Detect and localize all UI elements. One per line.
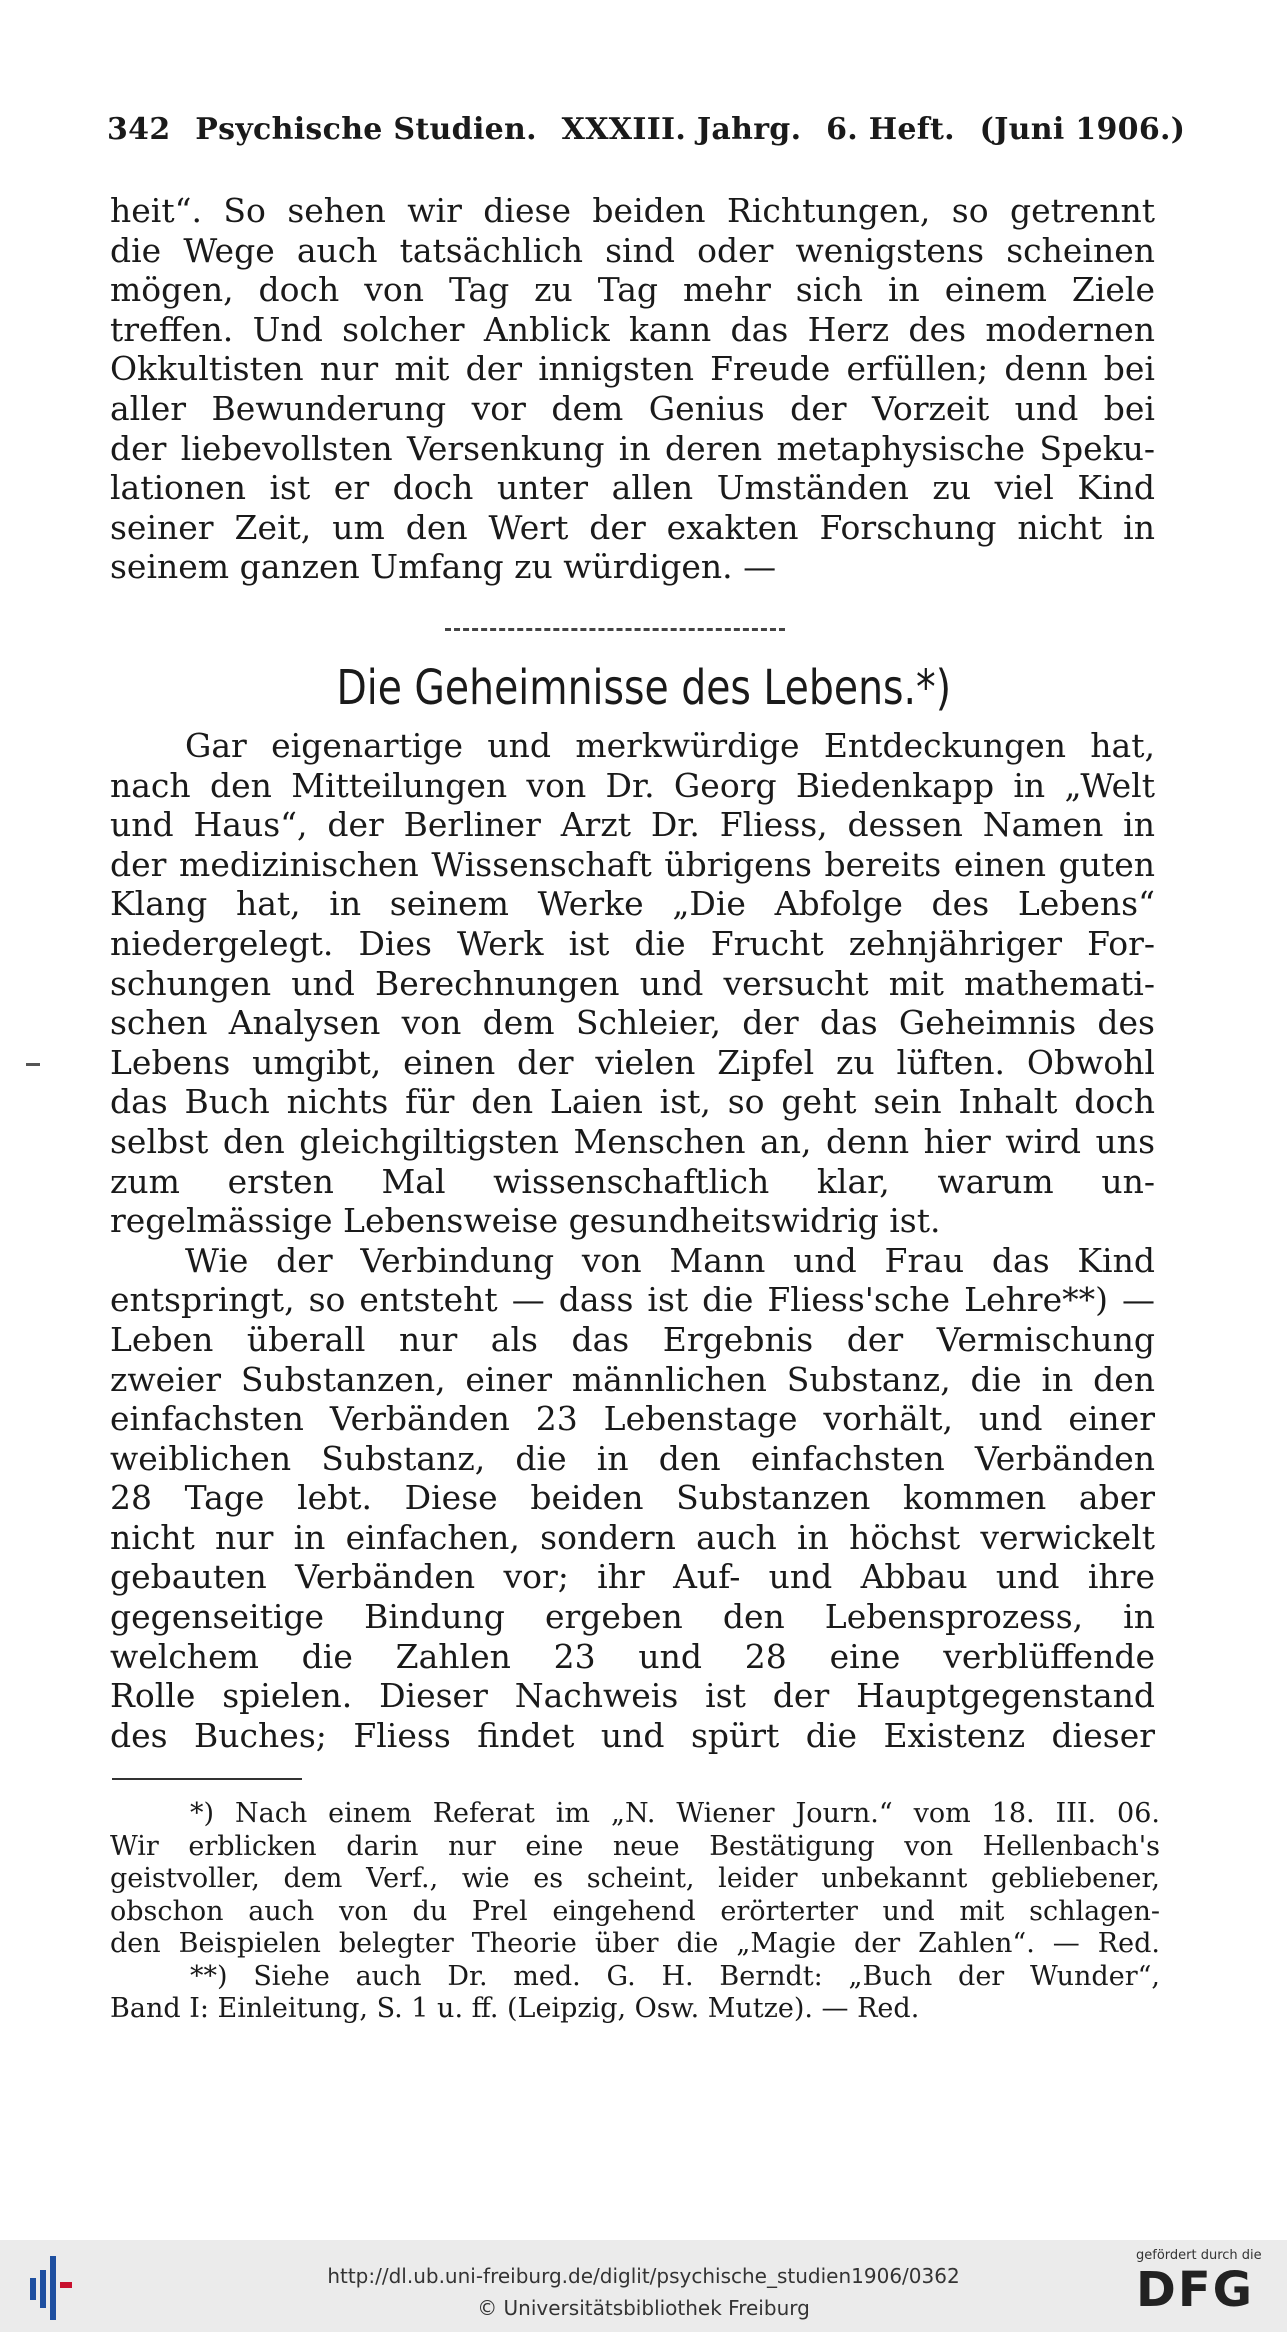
- text-line: aller Bewunderung vor dem Genius der Vorzeit und bei: [110, 388, 1155, 428]
- page-number: 342: [107, 112, 171, 147]
- intro-paragraph: [110, 191, 1155, 587]
- viewer-footer: [0, 2240, 1287, 2332]
- text-line: der liebevollsten Versenkung in deren metaphysische Speku-: [110, 428, 1155, 468]
- text-line: mögen, doch von Tag zu Tag mehr sich in einem Ziele: [110, 270, 1155, 310]
- funding-note: gefördert durch die: [1136, 2248, 1262, 2263]
- journal-title: Psychische Studien.: [195, 112, 537, 147]
- text-line: das Buch nichts für den Laien ist, so geht sein Inhalt doch: [110, 1082, 1155, 1122]
- text-line: gegenseitige Bindung ergeben den Lebensprozess, in: [110, 1597, 1155, 1637]
- text-line: lationen ist er doch unter allen Umständen zu viel Kind: [110, 468, 1155, 508]
- text-line: und Haus“, der Berliner Arzt Dr. Fliess, dessen Namen in: [110, 805, 1155, 845]
- volume: XXXIII. Jahrg.: [561, 112, 802, 147]
- text-line: 28 Tage lebt. Diese beiden Substanzen kommen aber: [110, 1478, 1155, 1518]
- text-line: welchem die Zahlen 23 und 28 eine verblüffende: [110, 1636, 1155, 1676]
- article-title: Die Geheimnisse des Lebens.*): [336, 660, 952, 716]
- running-header: [107, 112, 1186, 147]
- text-line: entspringt, so entsteht — dass ist die Fliess'sche Lehre**) —: [110, 1280, 1155, 1320]
- issue: 6. Heft.: [826, 112, 955, 147]
- text-line: des Buches; Fliess findet und spürt die Existenz dieser: [110, 1715, 1155, 1755]
- footnote-line: geistvoller, dem Verf., wie es scheint, leider unbekannt gebliebener,: [110, 1863, 1160, 1894]
- section-separator: [445, 628, 785, 631]
- footnote-rule: [112, 1778, 302, 1780]
- text-line: regelmässige Lebensweise gesundheitswidrig ist.: [110, 1201, 941, 1241]
- article-body: [110, 726, 1155, 1755]
- text-line: einfachsten Verbänden 23 Lebenstage vorhält, und einer: [110, 1399, 1155, 1439]
- text-line: gebauten Verbänden vor; ihr Auf- und Abbau und ihre: [110, 1557, 1155, 1597]
- issue-date: (Juni 1906.): [979, 112, 1186, 147]
- footnote-line: **) Siehe auch Dr. med. G. H. Berndt: „Buch der Wunder“,: [190, 1960, 1160, 1992]
- text-line: nicht nur in einfachen, sondern auch in höchst verwickelt: [110, 1517, 1155, 1557]
- text-line: Klang hat, in seinem Werke „Die Abfolge des Lebens“: [110, 884, 1155, 924]
- text-line: Rolle spielen. Dieser Nachweis ist der Hauptgegenstand: [110, 1676, 1155, 1716]
- text-line: Leben überall nur als das Ergebnis der Vermischung: [110, 1319, 1155, 1359]
- dfg-logo: DFG: [1136, 2262, 1255, 2318]
- permalink-url[interactable]: http://dl.ub.uni-freiburg.de/diglit/psychische_studien1906/0362: [327, 2264, 960, 2288]
- text-line: treffen. Und solcher Anblick kann das Herz des modernen: [110, 309, 1155, 349]
- text-line: Gar eigenartige und merkwürdige Entdeckungen hat,: [185, 726, 1155, 765]
- text-line: zweier Substanzen, einer männlichen Substanz, die in den: [110, 1359, 1155, 1399]
- margin-mark: [26, 1063, 40, 1066]
- footnote-line: obschon auch von du Prel eingehend erörterter und mit schlagen-: [110, 1895, 1160, 1927]
- text-line: schungen und Berechnungen und versucht mit mathemati-: [110, 963, 1155, 1003]
- text-line: Wie der Verbindung von Mann und Frau das Kind: [185, 1240, 1155, 1280]
- text-line: die Wege auch tatsächlich sind oder wenigstens scheinen: [110, 230, 1155, 270]
- text-line: seiner Zeit, um den Wert der exakten Forschung nicht in: [110, 507, 1155, 547]
- text-line: weiblichen Substanz, die in den einfachsten Verbänden: [110, 1438, 1155, 1478]
- text-line: schen Analysen von dem Schleier, der das Geheimnis des: [110, 1003, 1155, 1043]
- text-line: zum ersten Mal wissenschaftlich klar, warum un-: [110, 1161, 1155, 1201]
- footnote-line: Wir erblicken darin nur eine neue Bestätigung von Hellenbach's: [110, 1830, 1160, 1862]
- footnote-line: den Beispielen belegter Theorie über die „Magie der Zahlen“. — Red.: [110, 1928, 1160, 1959]
- text-line: heit“. So sehen wir diese beiden Richtungen, so getrennt: [110, 191, 1155, 230]
- text-line: Okkultisten nur mit der innigsten Freude erfüllen; denn bei: [110, 349, 1155, 389]
- text-line: Lebens umgibt, einen der vielen Zipfel zu lüften. Obwohl: [110, 1042, 1155, 1082]
- footnote-line: *) Nach einem Referat im „N. Wiener Journ.“ vom 18. III. 06.: [190, 1798, 1160, 1829]
- text-line: selbst den gleichgiltigsten Menschen an, denn hier wird uns: [110, 1121, 1155, 1161]
- text-line: nach den Mitteilungen von Dr. Georg Biedenkapp in „Welt: [110, 765, 1155, 805]
- copyright-notice: © Universitätsbibliothek Freiburg: [477, 2296, 810, 2320]
- text-line: seinem ganzen Umfang zu würdigen. —: [110, 547, 777, 587]
- footnotes: [110, 1798, 1160, 2026]
- text-line: niedergelegt. Dies Werk ist die Frucht zehnjähriger For-: [110, 923, 1155, 963]
- footnote-line: Band I: Einleitung, S. 1 u. ff. (Leipzig, Osw. Mutze). — Red.: [110, 1993, 920, 2024]
- text-line: der medizinischen Wissenschaft übrigens bereits einen guten: [110, 844, 1155, 884]
